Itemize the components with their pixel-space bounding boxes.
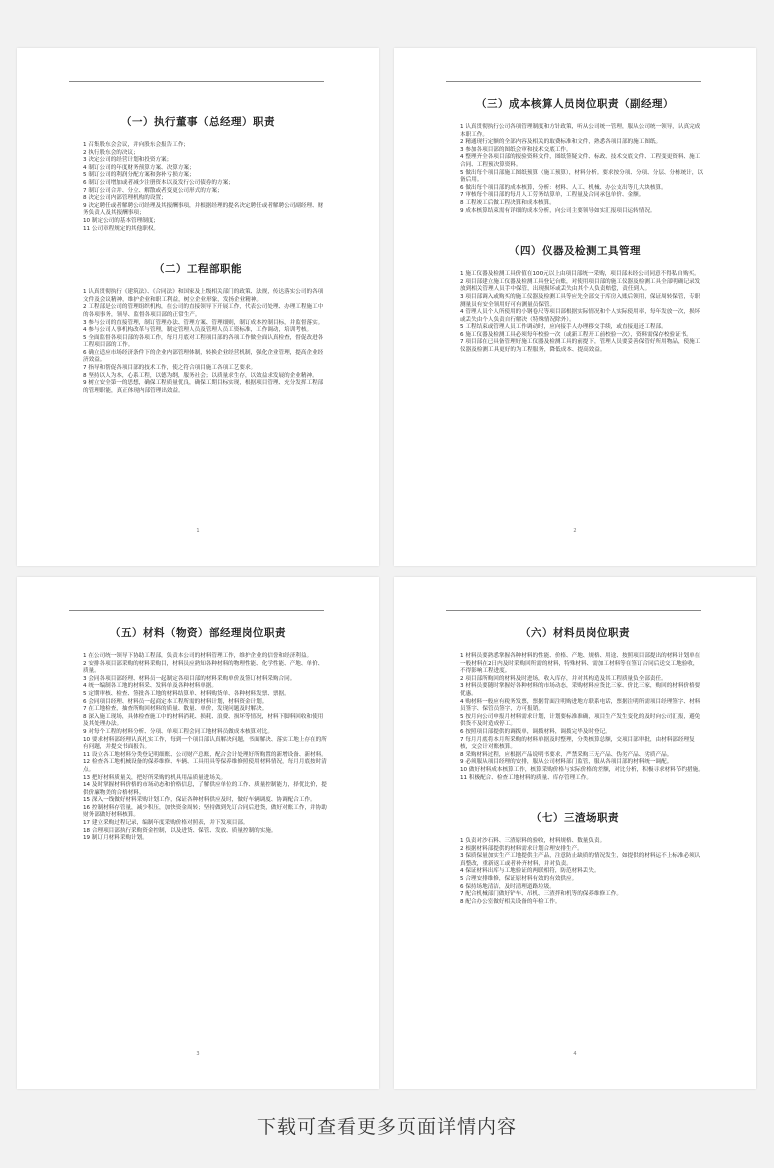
page-number: 4 xyxy=(573,1051,577,1057)
list-item: 8 深入施工现场，具体检查施工中的材料消耗、损耗、浪费、损坏等情况，材料下脚料回收和使用及其处理办法。 xyxy=(83,713,324,728)
list-item: 7 审核每个项目部的每月人工劳务结算单，工程量及合同承包单价、金额。 xyxy=(460,192,645,199)
list-item: 4 整理齐全各项目部的报验资料文件，图纸签疑文件、标政、技术交底文件、工程变更资料、施工合同、工程预决算资料。 xyxy=(460,154,701,168)
list-item: 12 检查各工地机械设备的保养维修、车辆、工具用具等保养维修照使用材料情况，每月月底按时清点。 xyxy=(83,759,327,773)
item-list xyxy=(446,653,704,782)
list-item: 14 及时掌握材料价格的市场动态和价格信息，了解供应单位的工作、质量控制能力，择优比价，提供价廉物美的合格材料。 xyxy=(83,782,327,796)
document-page-1 xyxy=(17,48,379,566)
item-list xyxy=(69,653,327,843)
list-item: 7 每月月底将本月所采购的材料单据及时整理，分类核算总额，交项目部审批，由材料部经理复核，交会计对账核算。 xyxy=(460,736,695,751)
header-rule xyxy=(446,81,701,82)
section-title: （二）工程部职能 xyxy=(154,263,242,276)
list-item: 8 决定公司内部管理机构的设置； xyxy=(83,195,167,202)
section-title: （五）材料（物资）部经理岗位职责 xyxy=(110,627,286,639)
list-item: 9 决定聘任或者解聘公司经理及其报酬事项，并根据经理的提名决定聘任或者解聘公司副经理、财务负责人及其报酬事项； xyxy=(83,202,324,217)
list-item: 7 制订公司合并、分立、解散或者变更公司形式的方案； xyxy=(83,187,223,194)
list-item: 2 工程部是公司的管理组织机构，在公司的直接领导下开展工作，代表公司处理、办理工程施工中的各项事务，领导、监督各项目部的正常生产。 xyxy=(83,304,324,318)
list-item: 8 坚持以人为本，心系工程，以德为纲，服务社会；以质量求生存，以效益求发展的企业精神。 xyxy=(83,372,318,379)
list-item: 2 执行股东会的决议； xyxy=(83,149,139,156)
list-item: 15 深入一线做好材料采购计划工作，保证各种材料供应及时，做好车辆调度、协调配合工作。 xyxy=(83,797,316,804)
list-item: 4 统一编制各工地的材料采、发料单及各种材料单据。 xyxy=(83,683,217,690)
list-item: 5 合理安排维修，保证原材料有效的有效供应。 xyxy=(460,876,578,883)
list-item: 3 参加各项目部的图纸会审和技术交底工作。 xyxy=(460,146,572,153)
list-item: 4 保证材料出库与工地验证的两联相符，防范材料丢失。 xyxy=(460,868,600,875)
page-content xyxy=(69,114,327,423)
list-item: 8 工程竣工后做工程决算和成本核算。 xyxy=(460,199,555,206)
list-item: 3 决定公司的经营计划和投资方案； xyxy=(83,157,173,164)
header-rule xyxy=(69,81,324,82)
list-item: 9 必须服从项目经理的安排，服从公司材料部门监管，服从各项目部的材料统一调配。 xyxy=(460,759,673,766)
list-item: 4 制订公司的年度财务预算方案、决算方案； xyxy=(83,164,195,171)
list-item: 9 成本核算结束需有详细的成本分析，向公司主要领导如实汇报项目运转情况。 xyxy=(460,207,656,214)
list-item: 6 制订公司增加或者减少注册资本以及发行公司债券的方案； xyxy=(83,179,234,186)
list-item: 7 指导和帮促各项目部的技术工作，使之符合项目施工各项工艺要求。 xyxy=(83,365,257,372)
document-page-3 xyxy=(17,577,379,1089)
list-item: 6 做出每个项目部的成本核算，分析：材料、人工、机械、办公支出等几大块核算。 xyxy=(460,184,667,191)
list-item: 6 按照项目部提供的调拨单，调拨材料，调拨完毕及时登记。 xyxy=(460,728,611,735)
list-item: 7 配合机械部门做好铲车、吊机、三渣拌和机等的保养维修工作。 xyxy=(460,891,622,898)
section-title: （六）材料员岗位职责 xyxy=(520,627,630,639)
list-item: 1 施工仪器及检测工具价值在100元以上由项目部统一采购，项目部未经公司同意不得私自购买。 xyxy=(460,271,700,278)
page-content xyxy=(446,625,704,934)
item-list xyxy=(446,271,704,355)
list-item: 7 在工地检查，抽查所购回材料的质量、数量、单价，发现问题及时解决。 xyxy=(83,706,268,713)
list-item: 3 会同各项目部经理、材料员一起制定各项目部的材料采购单价及签订材料采购合同。 xyxy=(83,675,296,682)
item-list xyxy=(69,289,327,395)
list-item: 9 树立安全第一的思想，确保工程质量优良，确保工期目标实现，根据项目管理、充分发挥工程部的管理职能，真正体现内部管理出效益。 xyxy=(83,380,324,394)
list-item: 1 负责对沙石料、三渣原料的验收，材料规格、数量负责。 xyxy=(460,838,606,845)
list-item: 5 定期审核、检查、签批各工地的材料结算单、材料购货单、各种材料发票、票据。 xyxy=(83,690,290,697)
page-content xyxy=(446,96,704,383)
list-item: 16 控制材料存管量，减少积压，加快资金周转；坚持做到先订合同后进货，做好对账工作，并协助财务部做好材料核算。 xyxy=(83,804,327,819)
list-item: 8 采购材料过程，应根据产品说明书要求，严禁采购三无产品、伪劣产品、劣质产品。 xyxy=(460,751,673,758)
list-item: 2 安排各项目部采购的材料采购目，材料员应熟知各种材料的物理性能、化学性能、产地、单价、质量。 xyxy=(83,660,324,675)
list-item: 6 保持场地清洁，及时清理道路垃圾。 xyxy=(460,883,555,890)
list-item: 6 施工仪器及检测工具必须每年校验一次（或新工程开工前校验一次），资料需保存校验证书。 xyxy=(460,331,692,338)
list-item: 2 项目部所购回的材料及时进场，收入库存，并对其构造及其工程质量负全部责任。 xyxy=(460,675,667,682)
list-item: 17 建立采购过程记录，编制年度采购价格对照表，并下发项目部。 xyxy=(83,820,249,827)
list-item: 5 工程结束或管理人员工作调动时，应向接手人办理移交手续，或直接退还工程部。 xyxy=(460,324,667,331)
list-item: 2 项目部建立施工仪器及检测工具登记台账，对使用项目部的施工仪器及检测工具全部明确记录发放到相关管理人员手中保管，出现损坏或丢失由其个人负责赔偿，责任到人。 xyxy=(460,278,701,293)
list-item: 5 做出每个项目部施工图纸预算（施工预算），材料分析。要求按分项、分项、分层、分栋统计，以备后用。 xyxy=(460,169,704,184)
list-item: 11 积极配合、检查工地材料的质量、库存管理工作。 xyxy=(460,774,592,781)
list-item: 11 公司章程规定的其他职权。 xyxy=(83,225,160,232)
section-title: （七）三渣场职责 xyxy=(531,812,619,825)
item-list xyxy=(69,142,327,233)
list-item: 3 材料员要随时掌握好各种材料的市场动态，采购材料应货比三家、价比三家，购回的材料价格要优惠。 xyxy=(460,683,701,697)
list-item: 10 制定公司的基本管理制度； xyxy=(83,217,160,224)
list-item: 2 精通现行定额的全部内容及相关的取费标准和文件，熟悉各项目部的施工图纸。 xyxy=(460,139,662,146)
page-number: 3 xyxy=(196,1051,200,1057)
list-item: 10 做好材料成本核算工作，核算采购价格与实际价格的差额，对比分析，积极寻求材料节约措施。 xyxy=(460,766,704,773)
list-item: 5 制订公司的利润分配方案和弥补亏损方案； xyxy=(83,172,195,179)
list-item: 6 确立适应市场经济条件下的企业内部管理体制，转换企业经营机制，强化企业管理，提高企业经济效益。 xyxy=(83,349,324,364)
list-item: 10 要求材料部经理认真扎实工作，每到一个项目部认真解决问题，书面解决、落实工地上存在的所有问题，并提交书面报告。 xyxy=(83,736,327,751)
header-rule xyxy=(69,610,324,611)
list-item: 9 对每个工程的材料分析、分项、单项工程会同工地材料员做成本核算对比。 xyxy=(83,728,273,735)
list-item: 1 召集股东会会议，并向股东会报告工作； xyxy=(83,142,190,148)
list-item: 3 项目部调入或购买的施工仪器及检测工具等应先全部交于库房入账后领用，保证周转保管，专职测量员有安全领用好可有测量员保管。 xyxy=(460,293,701,308)
list-item: 1 材料员要熟悉掌握各种材料的性能、价格、产地、规格、用途、按照项目部提出的材料计划单在一般材料在2日内及时采购回所需的材料，特殊材料、需加工材料等在签订合同后送交工地验收，不得影响工程进度。 xyxy=(460,653,701,675)
item-list xyxy=(446,124,704,215)
list-item: 2 根据材料部提供的材料需求计划合理安排生产。 xyxy=(460,845,583,852)
list-item: 11 设立各工地材料分类登记明细账、公司财产总账，配合会计处理好所购置的新增设备、新材料。 xyxy=(83,751,327,758)
section-title: （三）成本核算人员岗位职责（副经理） xyxy=(476,98,674,110)
list-item: 18 合理项目部执行采购资金控制，以及进货、保管、发放、质量控制的实施。 xyxy=(83,827,277,834)
list-item: 3 保质保量加实生产工地提供主产品，注意防止缺质的情况发生，如提供的材料运不上标准必须认真整改，重新返工或者补齐材料，并对负责。 xyxy=(460,853,701,867)
list-item: 13 把好材料质量关，把好所采购的机具用品质量进场关。 xyxy=(83,774,227,781)
list-item: 7 项目部在已具备管理好施工仪器及检测工具的前提下，管理人员要妥善保管好所用物品，使施工仪器及检测工具更好的为工程服务，降低成本、提高效益。 xyxy=(460,339,701,354)
item-list xyxy=(446,838,704,906)
download-more-link[interactable]: 下载可查看更多页面详情内容 xyxy=(256,1116,517,1138)
section-title: （一）执行董事（总经理）职责 xyxy=(121,116,275,128)
list-item: 1 在公司统一领导下协助工程部，负责本公司的材料管理工作，维护企业的信誉和经济利益。 xyxy=(83,653,313,659)
header-rule xyxy=(446,610,701,611)
list-item: 8 配合办公室做好相关设备的年检工作。 xyxy=(460,898,561,905)
document-page-2 xyxy=(394,48,756,566)
list-item: 1 认真贯彻执行公司各项管理制度和方针政策，听从公司统一管理，服从公司统一领导，认真完成本职工作。 xyxy=(460,124,701,138)
page-number: 1 xyxy=(196,528,200,534)
list-item: 1 认真贯彻执行《建筑法》、《合同法》和国家及上级相关部门的政策、法规，传达落实公司的各项文件及会议精神，维护企业和职工利益，树立企业形象，发扬企业精神。 xyxy=(83,289,324,303)
section-title: （四）仪器及检测工具管理 xyxy=(509,245,641,258)
list-item: 19 制订月材料采购计划。 xyxy=(83,835,148,842)
list-item: 4 管理人员个人所使用的小钢卷尺等项目部根据实际情况和个人实际使用率，每年发放一次，损坏或丢失由个人负责自行解决（特殊情况除外）。 xyxy=(460,309,701,323)
list-item: 4 参与公司人事机构改革与管理，制定管理人员及管理人员工资标准，工作调动，培训考核。 xyxy=(83,327,313,334)
list-item: 5 按月向公司申报月材料需求计划，计划要标准准确，项目生产发生变化的及时向公司汇报，避免供货不及时造成停工。 xyxy=(460,713,701,728)
list-item: 6 会同项目经理、材料员一起商定本工程所需的材料计划，材料资金计划。 xyxy=(83,698,268,705)
list-item: 5 全面监督各项目部的各项工作，每月月底对工程项目部的各项工作做全面认真检查，督促改进各工程项目部的工作。 xyxy=(83,334,324,349)
list-item: 3 参与公司的直接管理，制订管理办法、管理方案、管理细则，制订成本控制目标，并监督落实。 xyxy=(83,319,324,326)
document-page-4 xyxy=(394,577,756,1089)
page-content xyxy=(69,625,327,871)
list-item: 4 购材料一般应有税务发票，票据背面注明购进地方联系电话，票据注明所需项目经理签字、材料员签字、保管员签字，方可报销。 xyxy=(460,698,701,713)
page-number: 2 xyxy=(573,528,577,534)
